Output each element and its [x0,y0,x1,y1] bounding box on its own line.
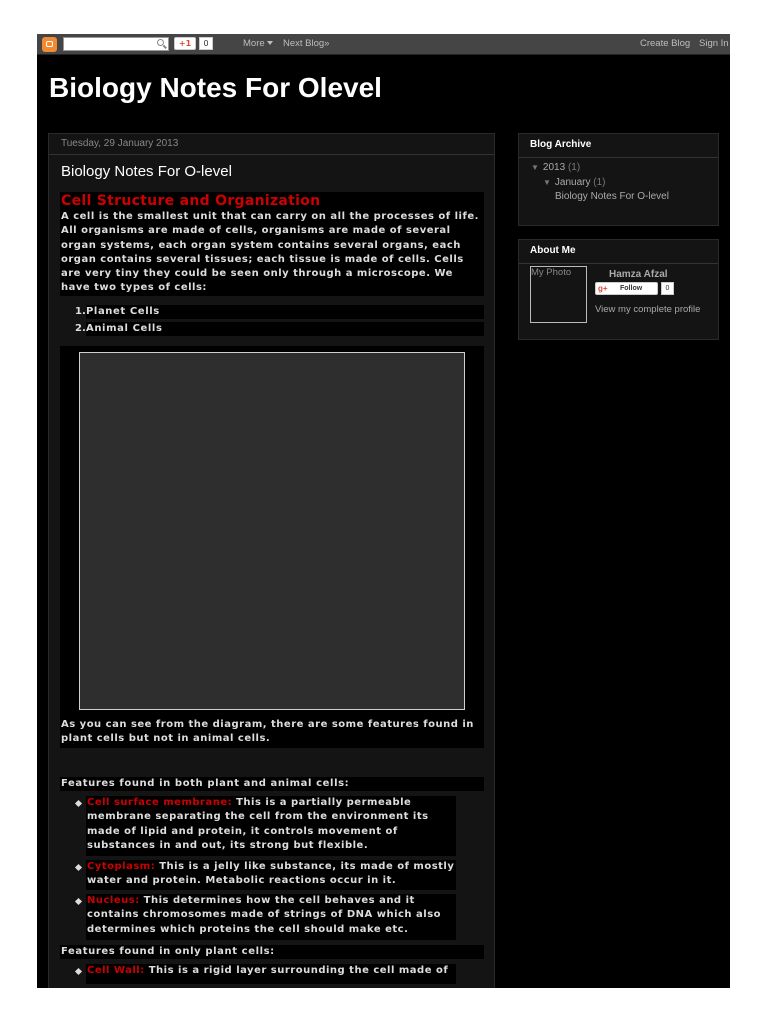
blog-archive-widget [518,133,719,226]
feature-term: Cytoplasm: [87,861,156,872]
archive-year[interactable]: 2013 [542,162,566,173]
gplus-one-label: +1 [178,39,192,48]
intro-paragraph: A cell is the smallest unit that can carry on all the processes of life. All organisms are made of cells, organisms are made of several organ systems, each organ system contains several organs, each organ contains several tissues; each tissue is made of cells. Cells are very tiny they could be seen only through a microscope. We have two types of cells: [60,210,484,296]
section-title: Cell Structure and Organization [60,192,484,210]
widget-title: Blog Archive [530,139,592,150]
archive-month[interactable]: January [554,177,591,188]
list-item-plant-cells: Planet Cells [86,305,484,319]
create-blog-link[interactable]: Create Blog [640,38,691,49]
feature-cell-wall [86,964,456,984]
list-item-animal-cells: Animal Cells [86,322,484,336]
bullet-icon [75,864,82,871]
post-column [48,133,495,988]
diagram-container [60,346,484,718]
bullet-icon [75,968,82,975]
profile-photo[interactable] [530,266,587,323]
sign-in-link[interactable]: Sign In [699,38,729,49]
more-label: More [243,38,265,49]
gplus-one-button[interactable] [174,37,196,50]
divider [49,154,494,155]
blog-title[interactable]: Biology Notes For Olevel [49,72,382,103]
feature-cytoplasm [86,860,456,890]
view-profile-link[interactable]: View my complete profile [595,304,701,315]
triangle-down-icon: ▼ [531,163,539,172]
archive-year-toggle[interactable] [531,162,580,174]
feature-term: Cell surface membrane: [87,797,233,808]
list-number: 1. [75,306,86,317]
feature-text: This is a partially permeable membrane separating the cell from the environment its made of lipid and protein, it controls movement of substances in and out, its strong but flexible. [87,797,429,851]
archive-month-count: (1) [593,177,606,188]
photo-alt-text: My Photo [531,267,572,278]
both-features-heading: Features found in both plant and animal cells: [60,777,484,791]
feature-text: This is a rigid layer surrounding the cell made of [144,965,449,976]
search-input[interactable] [63,37,169,51]
post-date: Tuesday, 29 January 2013 [61,138,179,149]
more-menu[interactable] [243,37,273,51]
bullet-icon [75,898,82,905]
feature-term: Cell Wall: [87,965,145,976]
blogger-navbar [37,34,730,55]
follow-label: Follow [620,285,643,292]
feature-cell-membrane [86,796,456,856]
divider [519,263,718,264]
search-icon[interactable] [157,39,164,46]
archive-year-count: (1) [567,162,581,173]
archive-month-toggle[interactable] [543,177,606,189]
feature-text: This determines how the cell behaves and it contains chromosomes made of strings of DNA which also determines which proteins the cell should make etc. [87,895,442,935]
diagram-caption: As you can see from the diagram, there are some features found in plant cells but not in animal cells. [60,718,484,748]
blog-page [37,34,730,988]
author-name-link[interactable]: Hamza Afzal [609,269,668,280]
cell-diagram-image[interactable] [79,352,465,710]
follow-count: 0 [661,282,674,295]
about-me-widget [518,239,719,340]
blogger-logo-icon[interactable] [42,37,57,52]
bullet-icon [75,800,82,807]
archive-post-link[interactable]: Biology Notes For O-level [555,191,669,202]
chevron-down-icon [267,41,273,45]
list-number: 2. [75,323,86,334]
gplus-icon: g+ [598,284,608,293]
widget-title: About Me [530,245,576,256]
feature-nucleus [86,894,456,940]
next-blog-link[interactable]: Next Blog» [283,38,330,49]
feature-term: Nucleus: [87,895,140,906]
follow-button[interactable] [595,282,658,295]
plant-features-heading: Features found in only plant cells: [60,945,484,959]
gplus-count: 0 [199,37,213,50]
triangle-down-icon: ▼ [543,178,551,187]
post-title[interactable]: Biology Notes For O-level [61,163,232,180]
feature-text: This is a jelly like substance, its made of mostly water and protein. Metabolic reactions occur in it. [87,861,455,887]
divider [519,157,718,158]
